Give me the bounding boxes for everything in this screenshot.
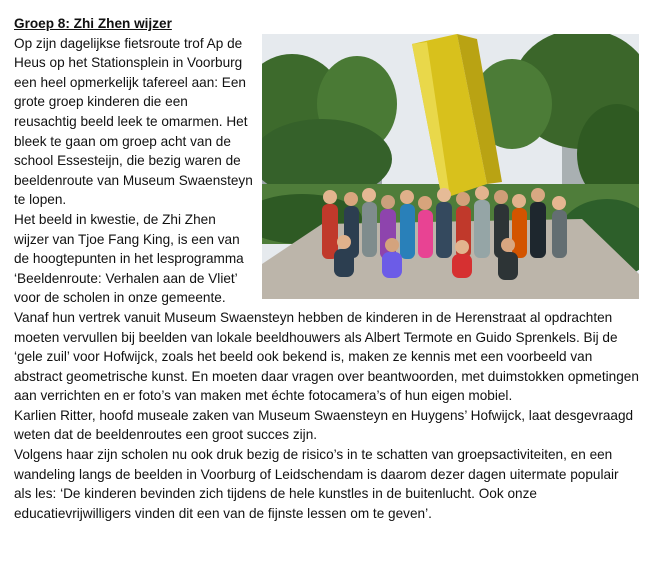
paragraph-2: Het beeld in kwestie, de Zhi Zhen wijzer van Tjoe Fang King, is een van de hoogtepunten in het lesprogramma ‘Beeldenroute: Verhalen aan de Vliet’ voor de scholen in onze gemeente. Vanaf hun vertrek vanuit Museum Swaensteyn hebben de kinderen in de Herenstraat al opdrachten moeten vervullen bij beelden van lokale beeldhouwers als Albert Termote en Guido Sprenkels. Bij de ‘gele zuil’ voor Hofwijck, zoals het beeld ook bekend is, maken ze kennis met een voorbeeld van abstract geometrische kunst. En moeten daar vragen over beantwoorden, met duimstokken opmetingen aan verrichten en er foto’s van maken met échte fotocamera’s of hun eigen mobiel. (14, 211, 639, 404)
paragraph-1: Op zijn dagelijkse fietsroute trof Ap de Heus op het Stationsplein in Voorburg een heel opmerkelijk tafereel aan: Een grote groep kinderen die een reusachtig beeld leek te omarmen. Het bleek te gaan om groep acht van de school Essesteijn, die bezig waren de beeldenroute van Museum Swaensteyn te lopen. (14, 35, 253, 208)
paragraph-4: Volgens haar zijn scholen nu ook druk bezig de risico’s in te schatten van groepsactiviteiten, en een wandeling langs de beelden in Voorburg of Leidschendam is daarom dezer dagen uitermate populair als les: ‘De kinderen bevinden zich tijdens de hele kunstles in de buitenlucht. Ook onze educatievrijwilligers vinden dit een van de fijnste lessen om te geven’. (14, 447, 619, 521)
group-photo-illustration (262, 34, 639, 299)
article-photo (262, 34, 639, 299)
article (14, 14, 639, 523)
paragraph-3: Karlien Ritter, hoofd museale zaken van Museum Swaensteyn en Huygens’ Hofwijck, laat desgevraagd weten dat de beeldenroutes een groot succes zijn. (14, 407, 634, 443)
article-title: Groep 8: Zhi Zhen wijzer (14, 16, 172, 31)
